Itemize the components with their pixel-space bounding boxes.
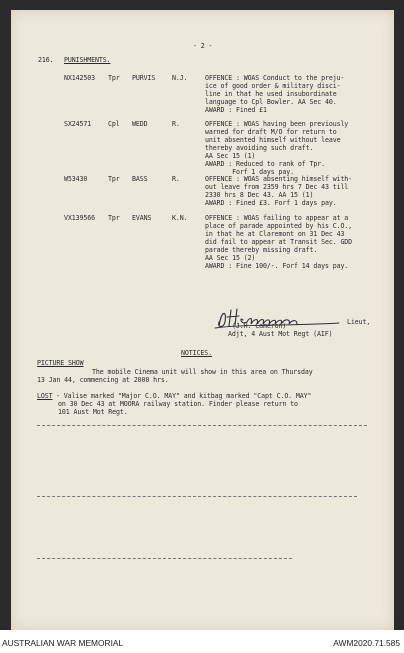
offence-line: OFFENCE : WOAS failing to appear at a	[205, 214, 349, 222]
award-line: AWARD : Reduced to rank of Tpr.	[205, 160, 325, 168]
service-number: NX142503	[64, 74, 95, 82]
offence-line: OFFENCE : WOAS having been previously	[205, 120, 349, 128]
award-line: Forf 1 days pay.	[205, 168, 295, 176]
section-title: PUNISHMENTS.	[64, 56, 111, 64]
initials: R.	[172, 120, 180, 128]
service-number: SX24571	[64, 120, 92, 128]
offence-line: AA Sec 15 (2)	[205, 254, 256, 262]
offence-line: did fail to appear at Transit Sec. GDD	[205, 238, 353, 246]
offence-line: unit absented himself without leave	[205, 136, 341, 144]
initials: N.J.	[172, 74, 188, 82]
notices-heading: NOTICES.	[181, 349, 212, 357]
divider	[37, 496, 357, 497]
divider	[37, 425, 367, 426]
rank: Cpl	[108, 120, 120, 128]
award-line: AWARD : Fined £3. Forf 1 days pay.	[205, 199, 337, 207]
service-number: W53430	[64, 175, 88, 183]
footer-accession-number: AWM2020.71.585	[333, 638, 400, 648]
rank: Tpr	[108, 74, 120, 82]
signatory-name: (J.H. Cameron)	[232, 322, 287, 330]
signatory-rank: Lieut,	[347, 318, 371, 326]
offence-line: thereby avoiding such draft.	[205, 144, 314, 152]
rank: Tpr	[108, 175, 120, 183]
offence-line: OFFENCE : WOAS absenting himself with-	[205, 175, 353, 183]
offence-line: line in that he used insubordinate	[205, 90, 337, 98]
offence-line: parade thereby missing draft.	[205, 246, 318, 254]
surname: WEDD	[132, 120, 148, 128]
offence-line: language to Cpl Bowler. AA Sec 40.	[205, 98, 337, 106]
surname: PURVIS	[132, 74, 156, 82]
initials: K.N.	[172, 214, 188, 222]
offence-line: OFFENCE : WOAS Conduct to the preju-	[205, 74, 345, 82]
footer-institution: AUSTRALIAN WAR MEMORIAL	[2, 638, 124, 648]
signatory-appointment: Adjt, 4 Aust Mot Regt (AIF)	[228, 330, 333, 338]
notice-heading: PICTURE SHOW	[37, 359, 84, 367]
notice-line: 101 Aust Mot Regt.	[58, 408, 128, 416]
divider	[37, 558, 292, 559]
offence-line: in that he at Claremont on 31 Dec 43	[205, 230, 345, 238]
offence-line: 2330 hrs 8 Dec 43. AA 15 (1)	[205, 191, 314, 199]
award-line: AWARD : Fine 100/-. Forf 14 days pay.	[205, 262, 349, 270]
offence-line: warned for draft M/O for return to	[205, 128, 337, 136]
offence-line: ice of good order & military disci-	[205, 82, 341, 90]
surname: BASS	[132, 175, 148, 183]
section-number: 216.	[38, 56, 54, 64]
rank: Tpr	[108, 214, 120, 222]
surname: EVANS	[132, 214, 152, 222]
notice-line: - Valise marked "Major C.O. MAY" and kitbag marked "Capt C.O. MAY"	[56, 392, 312, 400]
archive-footer	[0, 630, 404, 653]
offence-line: out leave from 2359 hrs 7 Dec 43 till	[205, 183, 349, 191]
initials: R.	[172, 175, 180, 183]
offence-line: AA Sec 15 (1)	[205, 152, 256, 160]
award-line: AWARD : Fined £1	[205, 106, 267, 114]
notice-line: 13 Jan 44, commencing at 2000 hrs.	[37, 376, 169, 384]
notice-line: on 30 Dec 43 at MOORA railway station. Finder please return to	[58, 400, 298, 408]
notice-line: The mobile Cinema unit will show in this area on Thursday	[92, 368, 313, 376]
notice-heading: LOST	[37, 392, 53, 400]
page-number: - 2 -	[193, 42, 213, 50]
service-number: VX139566	[64, 214, 95, 222]
offence-line: place of parade appointed by his C.O.,	[205, 222, 353, 230]
